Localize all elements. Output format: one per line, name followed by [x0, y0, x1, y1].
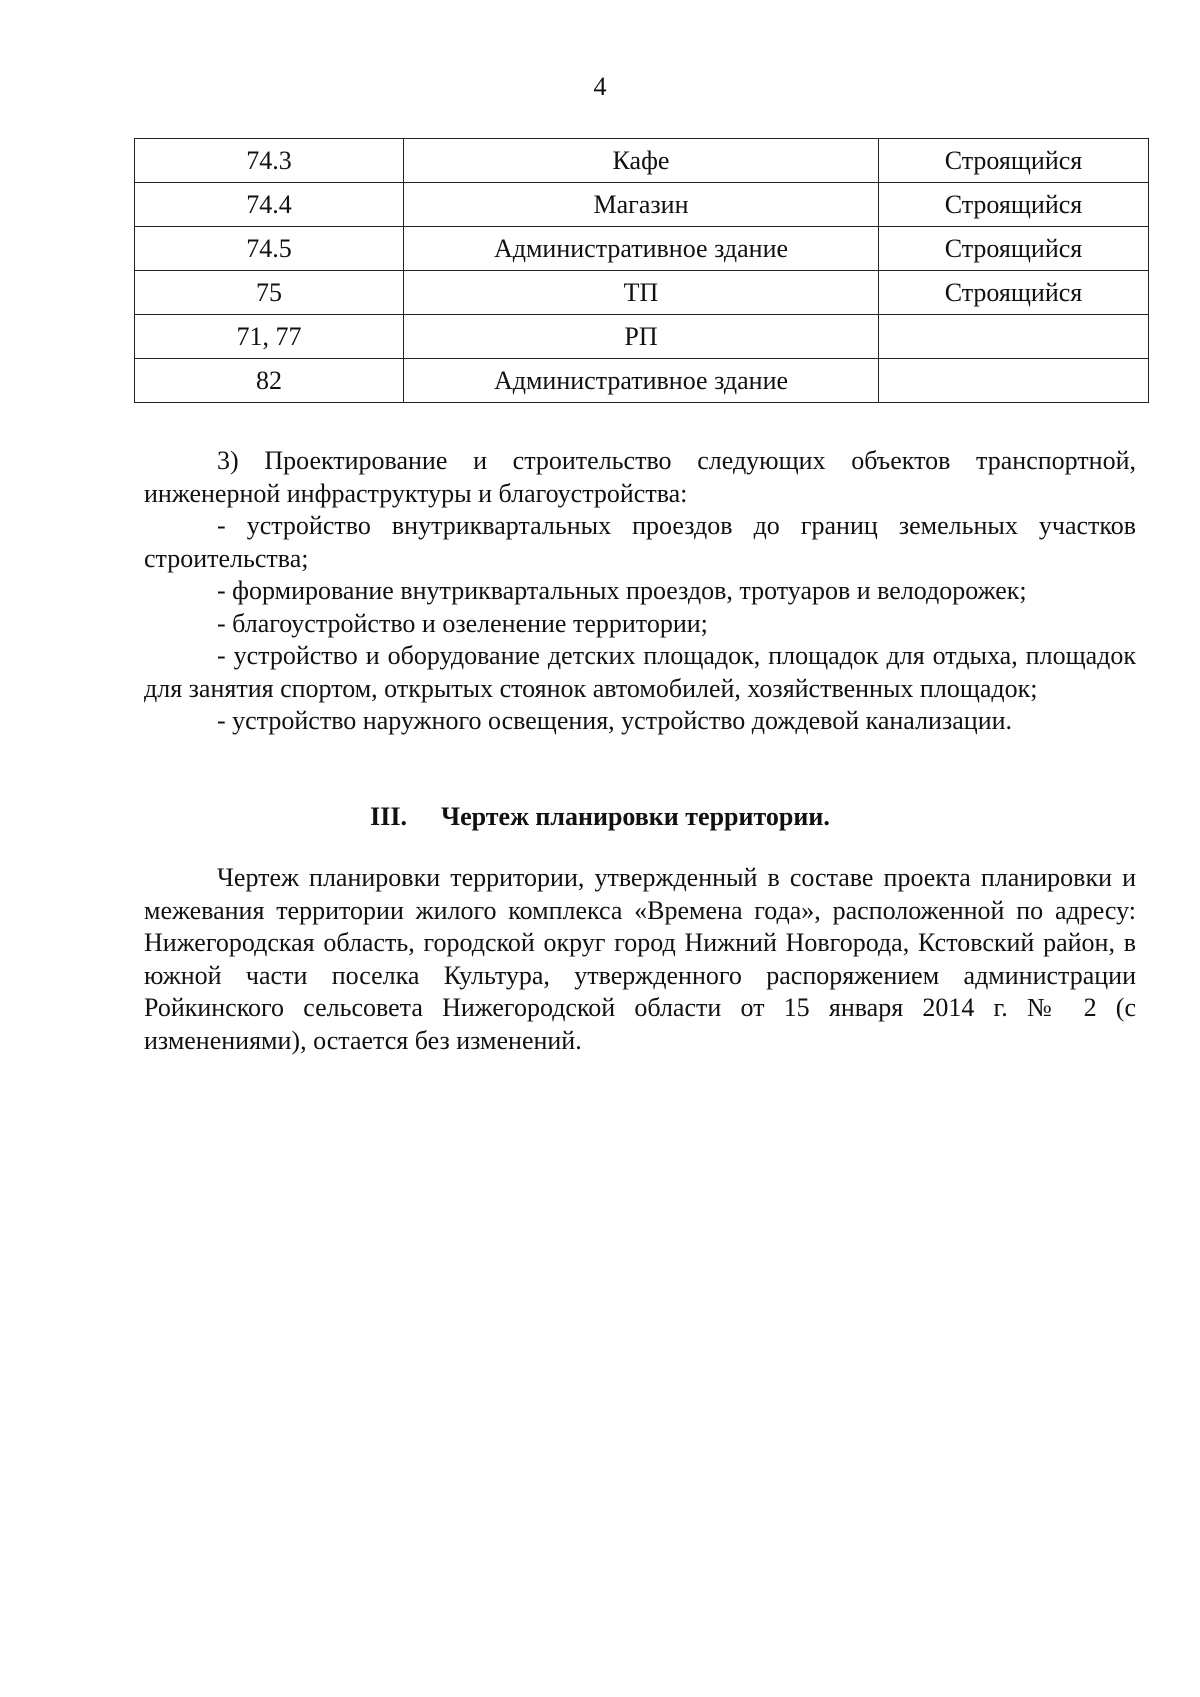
section-heading [0, 801, 1200, 833]
object-number-cell: 74.5 [135, 227, 404, 271]
object-status-cell: Строящийся [879, 183, 1149, 227]
object-number-cell: 71, 77 [135, 315, 404, 359]
object-name-cell: ТП [404, 271, 879, 315]
object-number-cell: 74.4 [135, 183, 404, 227]
object-status-cell [879, 359, 1149, 403]
list-item: - формирование внутриквартальных проездов, тротуаров и велодорожек; [217, 576, 1027, 605]
section-body [144, 862, 1136, 1057]
table-row [135, 227, 1149, 271]
object-number-cell: 75 [135, 271, 404, 315]
object-status-cell: Строящийся [879, 227, 1149, 271]
page-number: 4 [593, 72, 607, 101]
object-name-cell: Кафе [404, 139, 879, 183]
object-status-cell [879, 315, 1149, 359]
objects-table [134, 138, 1149, 403]
section-title: Чертеж планировки территории. [441, 802, 830, 831]
list-item: - устройство наружного освещения, устройство дождевой канализации. [217, 706, 1013, 735]
object-status-cell: Строящийся [879, 271, 1149, 315]
table-row [135, 359, 1149, 403]
object-number-cell: 74.3 [135, 139, 404, 183]
section-paragraph: Чертеж планировки территории, утвержденный в составе проекта планировки и межевания территории жилого комплекса «Времена года», расположенной по адресу: Нижегородская область, городской округ город Нижний Новгорода, Кстовский район, в южной части поселка Культура, утвержденного распоряжением администрации Ройкинского сельсовета Нижегородской области от 15 января 2014 г. № 2 (с изменениями), остается без изменений. [144, 863, 1136, 1055]
table-row [135, 271, 1149, 315]
section-number: III. [370, 802, 408, 831]
list-item: - устройство внутриквартальных проездов до границ земельных участков строительства; [144, 511, 1136, 573]
table-row [135, 139, 1149, 183]
list-item: - устройство и оборудование детских площадок, площадок для отдыха, площадок для занятия спортом, открытых стоянок автомобилей, хозяйственных площадок; [144, 641, 1136, 703]
table-row [135, 183, 1149, 227]
object-name-cell: РП [404, 315, 879, 359]
object-name-cell: Магазин [404, 183, 879, 227]
infrastructure-list [144, 445, 1136, 738]
object-name-cell: Административное здание [404, 227, 879, 271]
table-row [135, 315, 1149, 359]
list-item: - благоустройство и озеленение территории; [217, 608, 708, 638]
object-name-cell: Административное здание [404, 359, 879, 403]
object-number-cell: 82 [135, 359, 404, 403]
list-intro: 3) Проектирование и строительство следующих объектов транспортной, инженерной инфраструктуры и благоустройства: [144, 446, 1136, 508]
object-status-cell: Строящийся [879, 139, 1149, 183]
